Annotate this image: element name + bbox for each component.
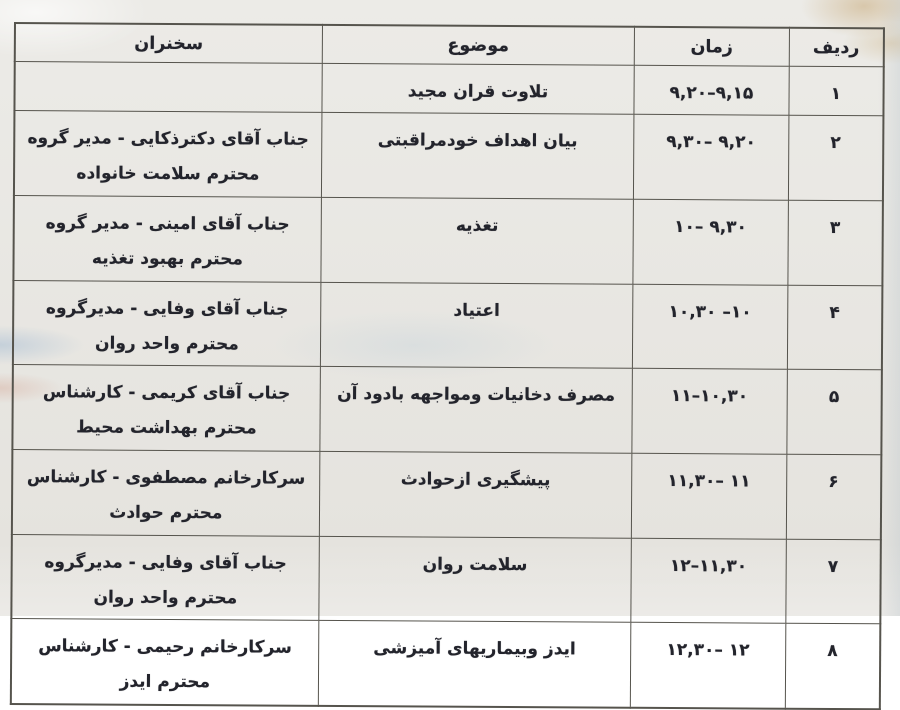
- col-header-time: زمان: [634, 27, 789, 66]
- time-cell: ۱۲–۱۱,۳۰: [631, 538, 786, 624]
- time-cell: ۱۰– ۹,۳۰: [633, 199, 788, 285]
- topic-cell: تغذیه: [321, 197, 634, 284]
- topic-cell: سلامت روان: [319, 536, 632, 623]
- table-header: [15, 23, 884, 66]
- speaker-cell: [14, 61, 322, 113]
- row-number-cell: ۶: [786, 454, 881, 539]
- row-number-cell: ۵: [787, 370, 882, 455]
- schedule-table: [10, 22, 885, 710]
- col-header-speaker: سخنران: [15, 23, 322, 63]
- row-number-cell: ۱: [789, 66, 884, 116]
- time-cell: ۱۱–۱۰,۳۰: [632, 369, 787, 455]
- time-cell: ۹,۳۰– ۹,۲۰: [633, 115, 788, 201]
- col-header-topic: موضوع: [322, 25, 634, 65]
- speaker-cell: جناب آقای وفایی - مدیرگروه محترم واحد روان: [13, 280, 321, 367]
- topic-cell: اعتیاد: [320, 282, 633, 369]
- time-cell: ۱۰,۳۰ –۱۰: [632, 284, 787, 370]
- row-number-cell: ۸: [785, 624, 880, 710]
- speaker-cell: سرکارخانم مصطفوی - کارشناس محترم حوادث: [12, 450, 320, 537]
- time-cell: ۱۱,۳۰– ۱۱: [631, 453, 786, 539]
- row-number-cell: ۲: [788, 116, 883, 201]
- table-row: [13, 280, 883, 370]
- row-number-cell: ۴: [787, 285, 882, 370]
- speaker-cell: جناب آقای وفایی - مدیرگروه محترم واحد روان: [11, 534, 319, 621]
- topic-cell: پیشگیری ازحوادث: [319, 451, 632, 538]
- topic-cell: تلاوت قران مجید: [322, 63, 635, 115]
- table-row: [11, 534, 881, 624]
- time-cell: ۹,۲۰–۹,۱۵: [634, 65, 789, 116]
- table-row: [11, 619, 881, 709]
- row-number-cell: ۳: [788, 200, 883, 285]
- table-row: [12, 365, 882, 455]
- topic-cell: ایدز وبیماریهای آمیزشی: [318, 621, 631, 708]
- topic-cell: بیان اهداف خودمراقبتی: [321, 113, 634, 200]
- topic-cell: مصرف دخانیات ومواجهه بادود آن: [320, 367, 633, 454]
- time-cell: ۱۲,۳۰– ۱۲: [630, 623, 785, 709]
- table-row: [12, 450, 882, 540]
- row-number-cell: ۷: [785, 539, 880, 624]
- table-row: [13, 196, 883, 286]
- schedule-body: [11, 61, 884, 709]
- speaker-cell: سرکارخانم رحیمی - کارشناس محترم ایدز: [11, 619, 319, 706]
- speaker-cell: جناب آقای دکترذکایی - مدیر گروه محترم سلامت خانواده: [14, 111, 322, 198]
- header-row: [15, 23, 884, 66]
- col-header-row-number: ردیف: [789, 28, 884, 67]
- table-row: [14, 111, 884, 201]
- speaker-cell: جناب آقای امینی - مدیر گروه محترم بهبود تغذیه: [13, 196, 321, 283]
- speaker-cell: جناب آقای کریمی - کارشناس محترم بهداشت محیط: [12, 365, 320, 452]
- table-row: [14, 61, 883, 116]
